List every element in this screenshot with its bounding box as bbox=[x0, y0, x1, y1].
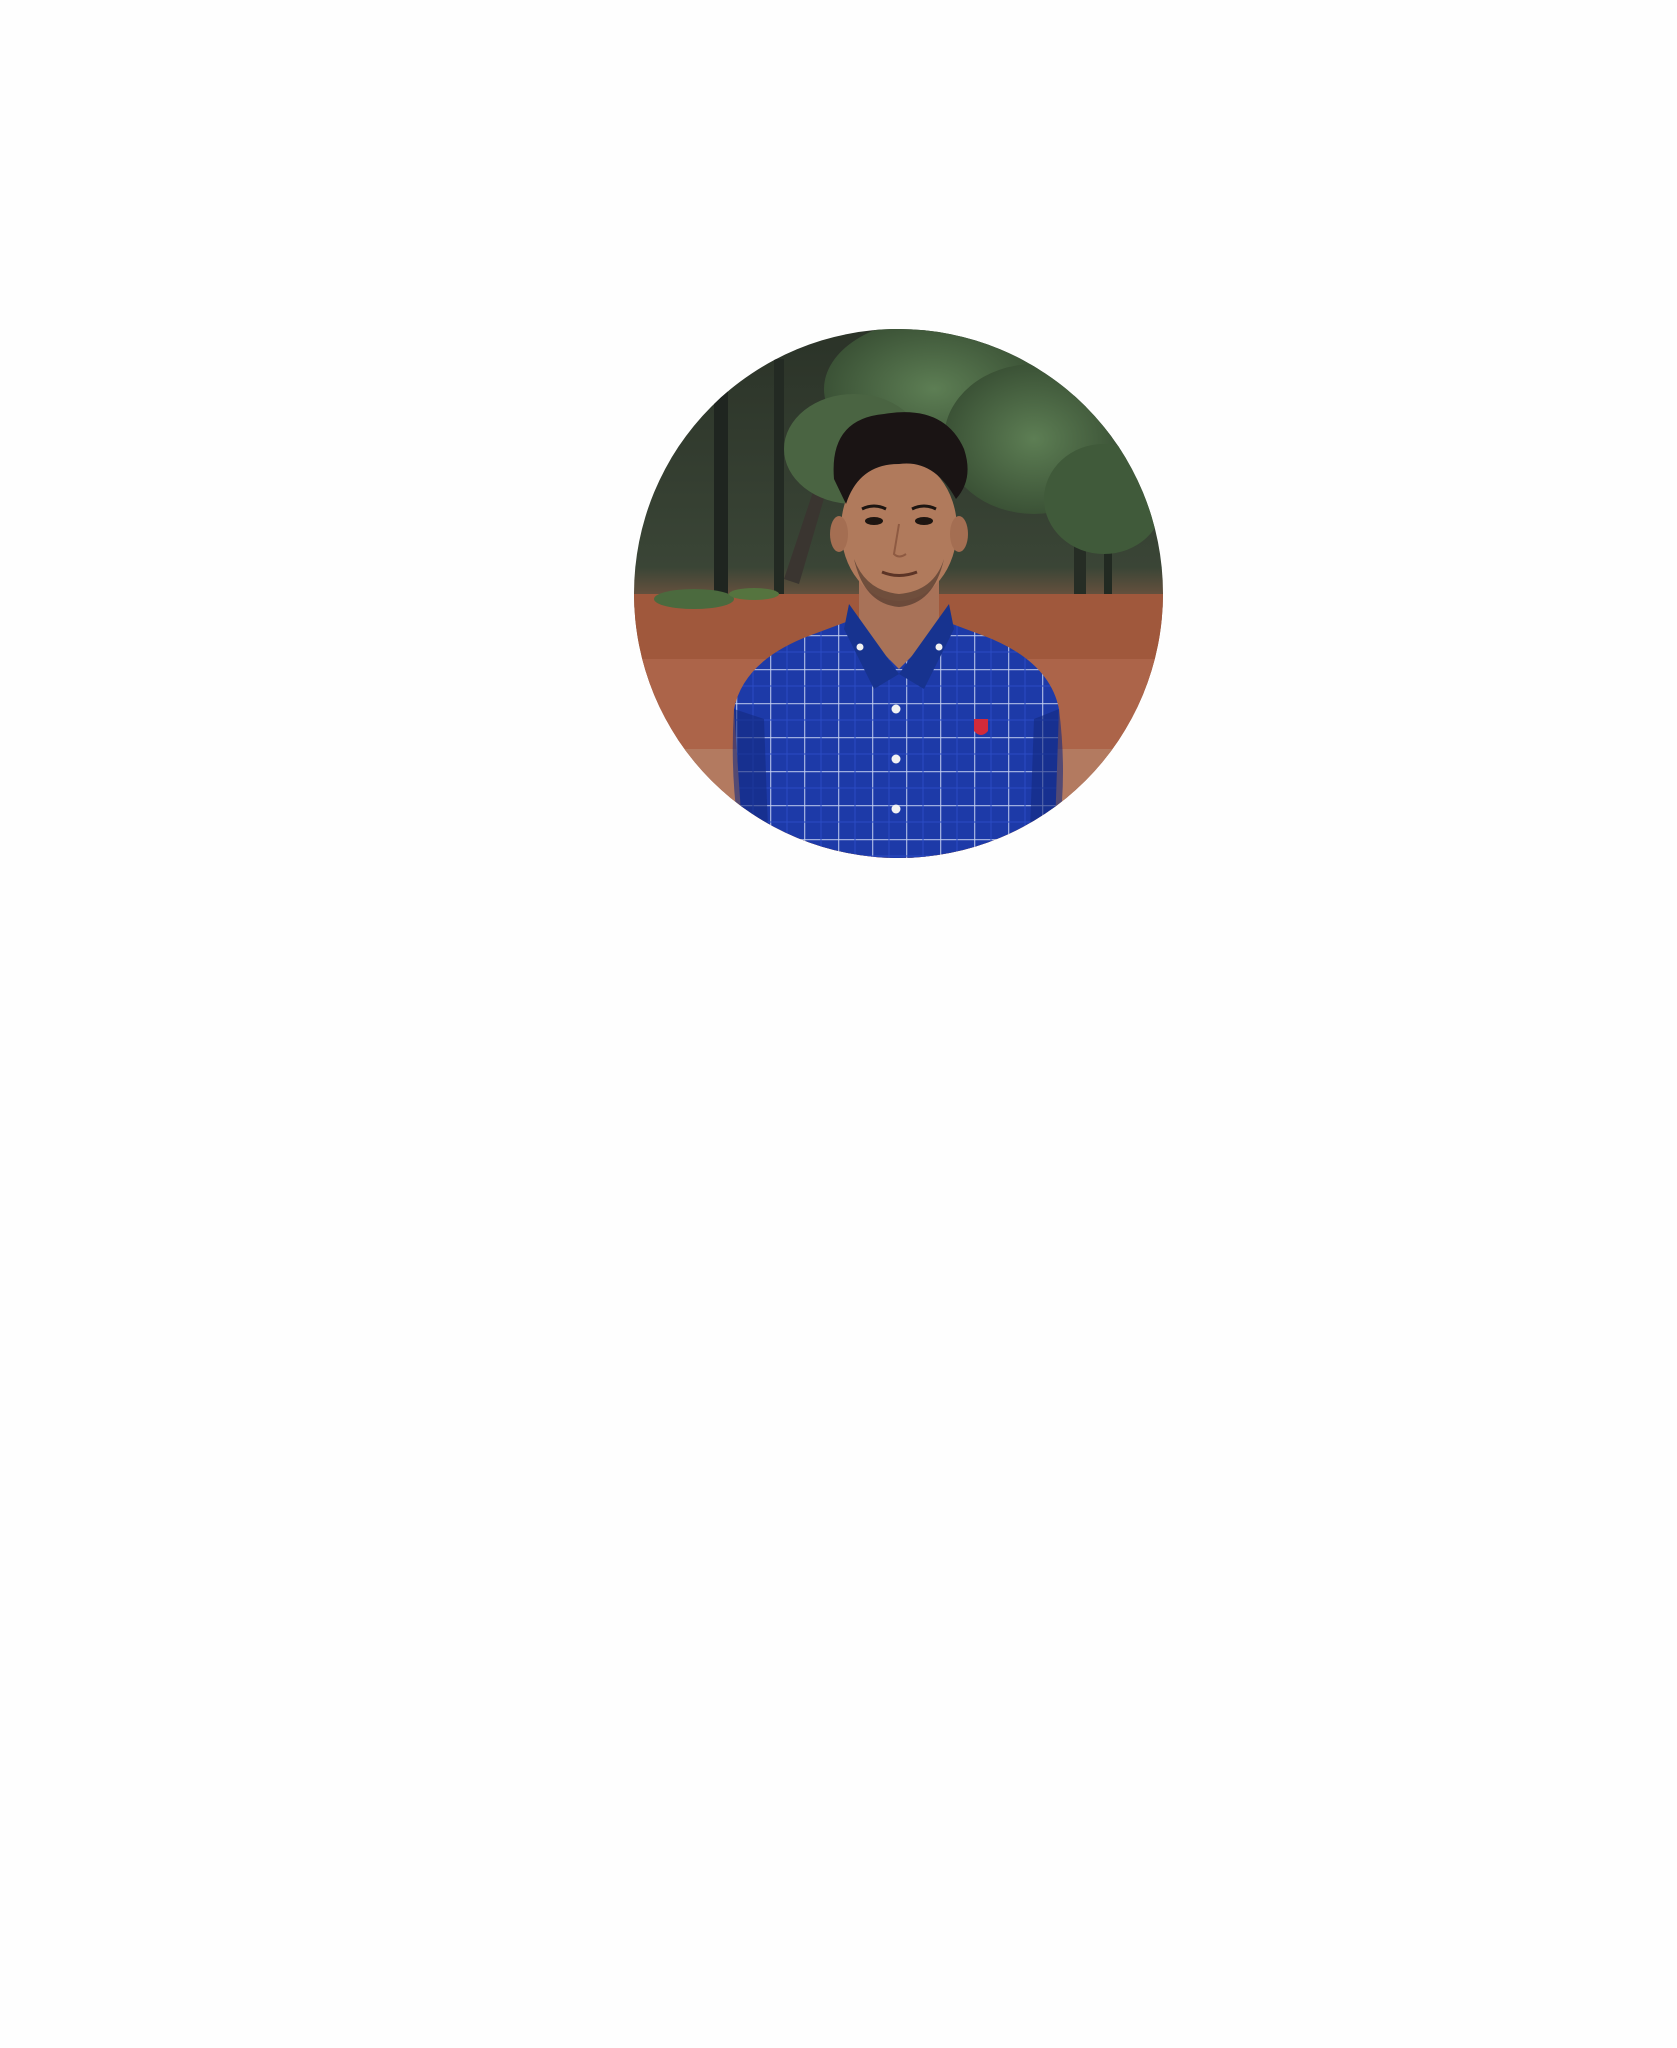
profile-avatar bbox=[634, 329, 1163, 858]
avatar-photo-icon bbox=[634, 329, 1163, 858]
